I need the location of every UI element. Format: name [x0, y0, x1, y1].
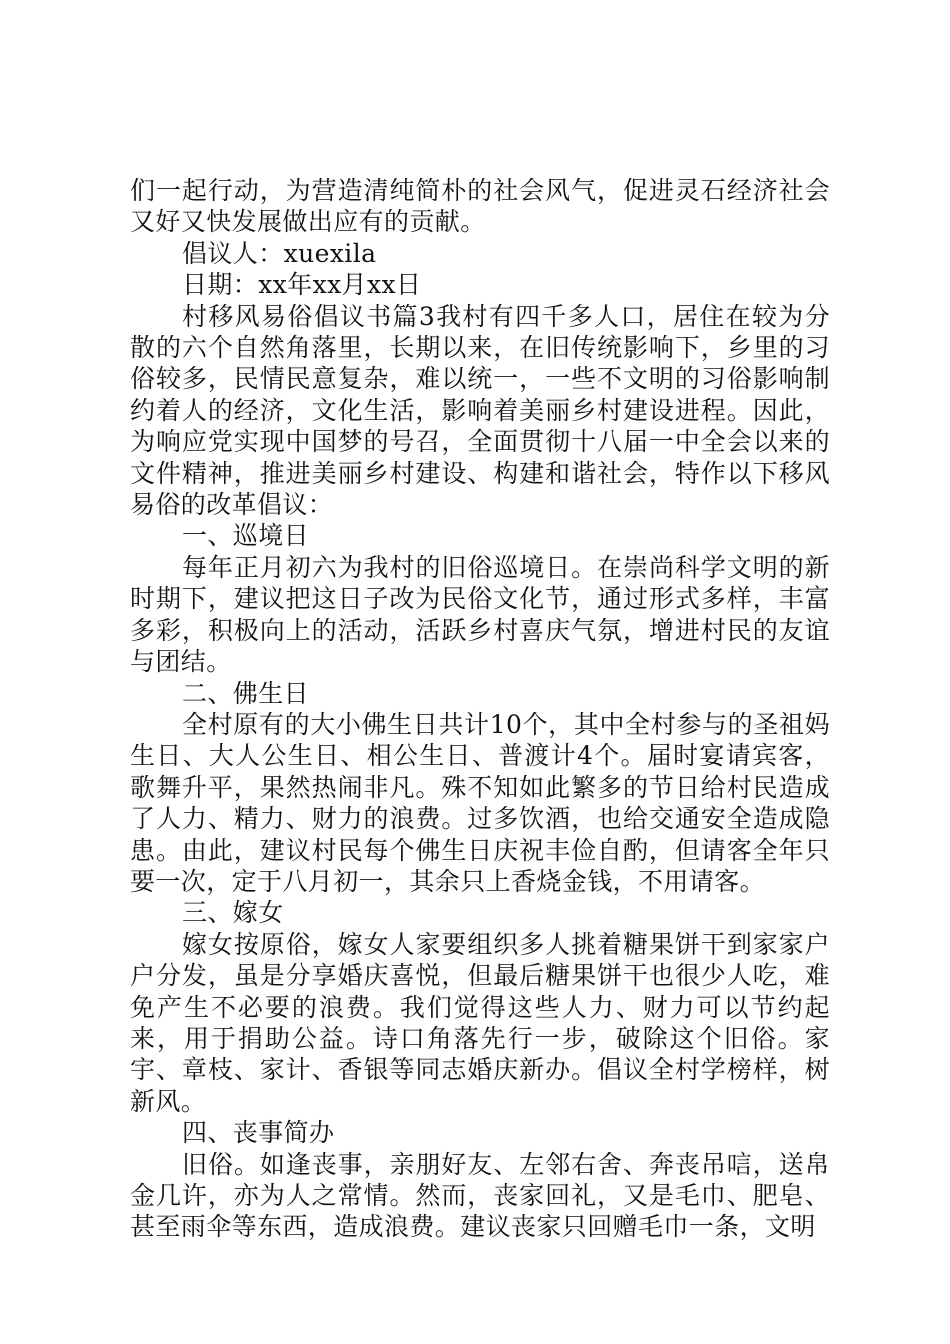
paragraph-section-3: 嫁女按原俗，嫁女人家要组织多人挑着糖果饼干到家家户户分发，虽是分享婚庆喜悦，但最后糖果饼干也很少人吃，难免产生不必要的浪费。我们觉得这些人力、财力可以节约起来，用于捐助公益。诗口角落先行一步，破除这个旧俗。家宇、章枝、家计、香银等同志婚庆新办。倡议全村学榜样，树新风。 — [130, 929, 830, 1116]
paragraph-date: 日期：xx年xx月xx日 — [182, 270, 422, 300]
section-heading-3: 三、嫁女 — [182, 898, 284, 928]
section-heading-2: 二、佛生日 — [182, 678, 310, 708]
section-heading-1: 一、巡境日 — [182, 521, 310, 551]
paragraph-section-2: 全村原有的大小佛生日共计10个，其中全村参与的圣祖妈生日、大人公生日、相公生日、普渡计4个。届时宴请宾客，歌舞升平，果然热闹非凡。殊不知如此繁多的节日给村民造成了人力、精力、财力的浪费。过多饮酒，也给交通安全造成隐患。由此，建议村民每个佛生日庆祝丰俭自酌，但请客全年只要一次，定于八月初一，其余只上香烧金钱，不用请客。 — [130, 709, 830, 896]
paragraph-signatory: 倡议人：xuexila — [182, 238, 377, 268]
document-page — [130, 175, 830, 1243]
paragraph-closing: 们一起行动，为营造清纯简朴的社会风气，促进灵石经济社会又好又快发展做出应有的贡献。 — [130, 176, 830, 237]
section-heading-4: 四、丧事简办 — [182, 1118, 335, 1148]
paragraph-section-1: 每年正月初六为我村的旧俗巡境日。在崇尚科学文明的新时期下，建议把这日子改为民俗文化节，通过形式多样，丰富多彩，积极向上的活动，活跃乡村喜庆气氛，增进村民的友谊与团结。 — [130, 552, 830, 677]
paragraph-section-4: 旧俗。如逢丧事，亲朋好友、左邻右舍、奔丧吊唁，送帛金几许，亦为人之常情。然而，丧家回礼，又是毛巾、肥皂、甚至雨伞等东西，造成浪费。建议丧家只回赠毛巾一条，文明 — [130, 1149, 830, 1242]
paragraph-intro: 村移风易俗倡议书篇3我村有四千多人口，居住在较为分散的六个自然角落里，长期以来，在旧传统影响下，乡里的习俗较多，民情民意复杂，难以统一，一些不文明的习俗影响制约着人的经济，文化生活，影响着美丽乡村建设进程。因此，为响应党实现中国梦的号召，全面贯彻十八届一中全会以来的文件精神，推进美丽乡村建设、构建和谐社会，特作以下移风易俗的改革倡议： — [130, 301, 830, 520]
